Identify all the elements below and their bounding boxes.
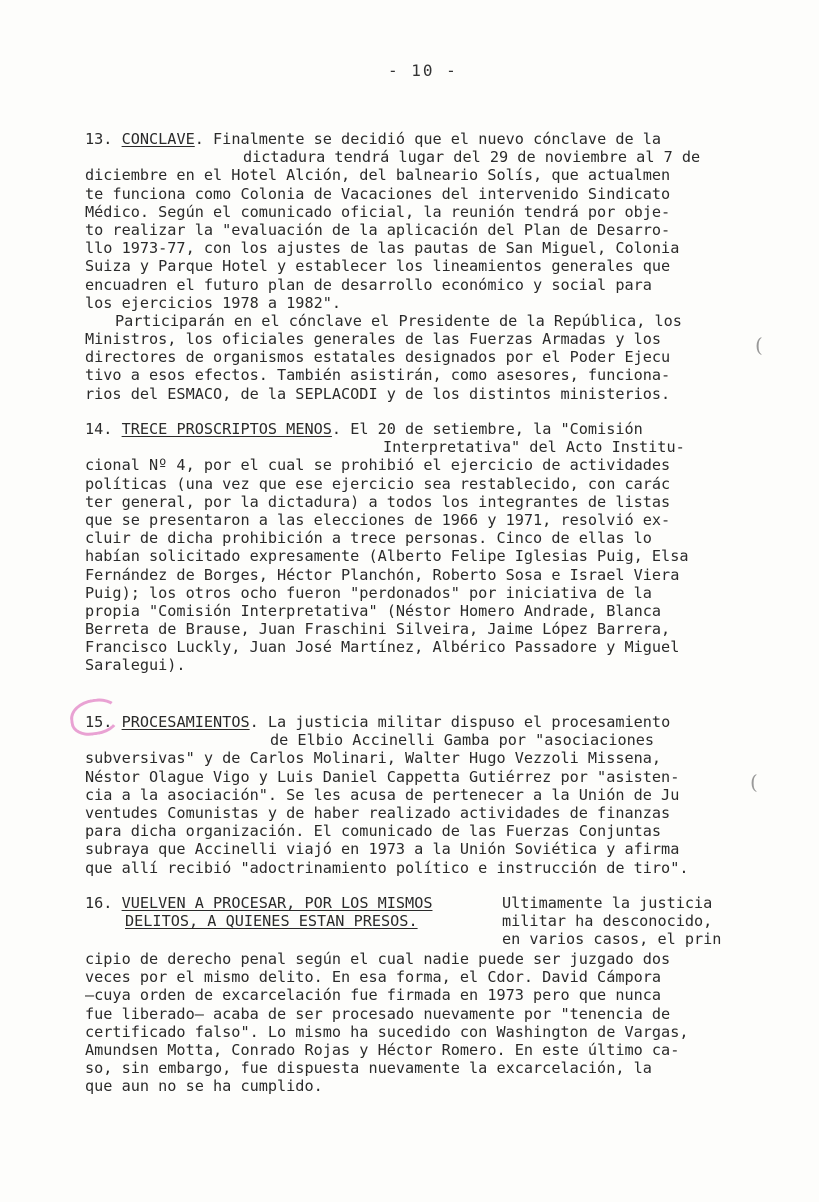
text-line: Francisco Luckly, Juan José Martínez, Albérico Passadore y Miguel	[85, 638, 680, 657]
text-line: en varios casos, el prin	[502, 930, 722, 949]
text-line: to realizar la "evaluación de la aplicación del Plan de Desarro-	[85, 220, 671, 239]
section-15-heading-line	[85, 713, 755, 731]
text-line: certificado falso". Lo mismo ha sucedido con Washington de Vargas,	[85, 1022, 689, 1041]
text-line: propia "Comisión Interpretativa" (Néstor Homero Andrade, Blanca	[85, 601, 662, 620]
section-16-title-line	[85, 894, 485, 912]
text-line: Fernández de Borges, Héctor Planchón, Roberto Sosa e Israel Viera	[85, 565, 680, 584]
text-line: subversivas" y de Carlos Molinari, Walter Hugo Vezzoli Missena,	[85, 749, 662, 768]
section-16-title-block	[85, 894, 485, 930]
text-line: subraya que Accinelli viajó en 1973 a la Unión Soviética y afirma	[85, 840, 680, 859]
section-first-line: . El 20 de setiembre, la "Comisión	[331, 420, 643, 438]
text-line: que allí recibió "adoctrinamiento político e instrucción de tiro".	[85, 858, 689, 877]
text-line: cluir de dicha prohibición a trece personas. Cinco de ellas lo	[85, 529, 652, 548]
text-line: ventudes Comunistas y de haber realizado actividades de finanzas	[85, 803, 671, 822]
text-line: rios del ESMACO, de la SEPLACODI y de los distintos ministerios.	[85, 384, 671, 403]
section-number: 15.	[85, 713, 113, 731]
section-16-title-line	[85, 912, 485, 930]
margin-bracket-mark: (	[755, 333, 763, 357]
section-14-heading-line	[85, 420, 755, 438]
text-line: so, sin embargo, fue dispuesta nuevamente la excarcelación, la	[85, 1059, 652, 1078]
text-line: te funciona como Colonia de Vacaciones del intervenido Sindicato	[85, 184, 671, 203]
text-line: Médico. Según el comunicado oficial, la reunión tendrá por obje-	[85, 202, 671, 221]
text-line: Ultimamente la justicia	[502, 894, 713, 912]
section-title-line-1: VUELVEN A PROCESAR, POR LOS MISMOS	[121, 894, 433, 912]
section-title: TRECE PROSCRIPTOS MENOS	[121, 420, 332, 438]
text-line: Berreta de Brause, Juan Fraschini Silveira, Jaime López Barrera,	[85, 620, 671, 639]
text-line: fue liberado— acaba de ser procesado nuevamente por "tenencia de	[85, 1004, 671, 1023]
text-line: dictadura tendrá lugar del 29 de noviembre al 7 de	[243, 148, 701, 167]
section-number: 16.	[85, 894, 113, 912]
margin-bracket-mark: (	[750, 770, 758, 794]
text-line: directores de organismos estatales designados por el Poder Ejecu	[85, 348, 671, 367]
section-title: PROCESAMIENTOS	[121, 713, 250, 731]
section-16-body	[85, 950, 755, 1096]
text-line: cional Nº 4, por el cual se prohibió el ejercicio de actividades	[85, 456, 671, 475]
text-line: Puig); los otros ocho fueron "perdonados" por iniciativa de la	[85, 583, 652, 602]
text-line: cipio de derecho penal según el cual nadie puede ser juzgado dos	[85, 950, 671, 968]
text-line: llo 1973-77, con los ajustes de las pautas de San Miguel, Colonia	[85, 239, 680, 258]
section-number: 13.	[85, 130, 113, 148]
text-line: Amundsen Motta, Conrado Rojas y Héctor Romero. En este último ca-	[85, 1040, 680, 1059]
section-first-line: . La justicia militar dispuso el procesamiento	[249, 713, 671, 731]
text-line: que se presentaron a las elecciones de 1966 y 1971, resolvió ex-	[85, 510, 671, 529]
text-line: Interpretativa" del Acto Institu-	[383, 438, 685, 457]
section-number: 14.	[85, 420, 113, 438]
text-line: Ministros, los oficiales generales de las Fuerzas Armadas y los	[85, 330, 662, 349]
section-15	[85, 713, 755, 877]
text-line: militar ha desconocido,	[502, 912, 713, 931]
section-13	[85, 130, 755, 403]
text-line: Saralegui).	[85, 656, 186, 675]
text-line: Participarán en el cónclave el Presidente de la República, los	[115, 311, 682, 330]
section-14	[85, 420, 755, 675]
text-line: que aun no se ha cumplido.	[85, 1077, 323, 1096]
text-line: ter general, por la dictadura) a todos los integrantes de listas	[85, 492, 671, 511]
text-line: diciembre en el Hotel Alción, del balneario Solís, que actualmen	[85, 166, 671, 185]
text-line: Suiza y Parque Hotel y establecer los lineamientos generales que	[85, 257, 671, 276]
text-line: —cuya orden de excarcelación fue firmada en 1973 pero que nunca	[85, 986, 662, 1005]
section-first-line: . Finalmente se decidió que el nuevo cónclave de la	[194, 130, 662, 148]
text-line: tivo a esos efectos. También asistirán, como asesores, funciona-	[85, 366, 671, 385]
section-title-line-2: DELITOS, A QUIENES ESTAN PRESOS.	[125, 912, 418, 931]
text-line: políticas (una vez que ese ejercicio sea restablecido, con carác	[85, 474, 671, 493]
text-line: para dicha organización. El comunicado de las Fuerzas Conjuntas	[85, 822, 662, 841]
text-line: los ejercicios 1978 a 1982".	[85, 293, 342, 312]
text-line: habían solicitado expresamente (Alberto Felipe Iglesias Puig, Elsa	[85, 547, 689, 566]
section-title: CONCLAVE	[121, 130, 195, 148]
text-line: Néstor Olague Vigo y Luis Daniel Cappetta Gutiérrez por "asisten-	[85, 767, 680, 786]
section-13-heading-line	[85, 130, 755, 148]
page-number: - 10 -	[388, 61, 458, 80]
section-16-right-column	[502, 894, 762, 949]
text-line: de Elbio Accinelli Gamba por "asociaciones	[270, 731, 655, 750]
text-line: veces por el mismo delito. En esa forma, el Cdor. David Cámpora	[85, 968, 662, 987]
text-line: cia a la asociación". Se les acusa de pertenecer a la Unión de Ju	[85, 785, 680, 804]
text-line: encuadren el futuro plan de desarrollo económico y social para	[85, 275, 652, 294]
